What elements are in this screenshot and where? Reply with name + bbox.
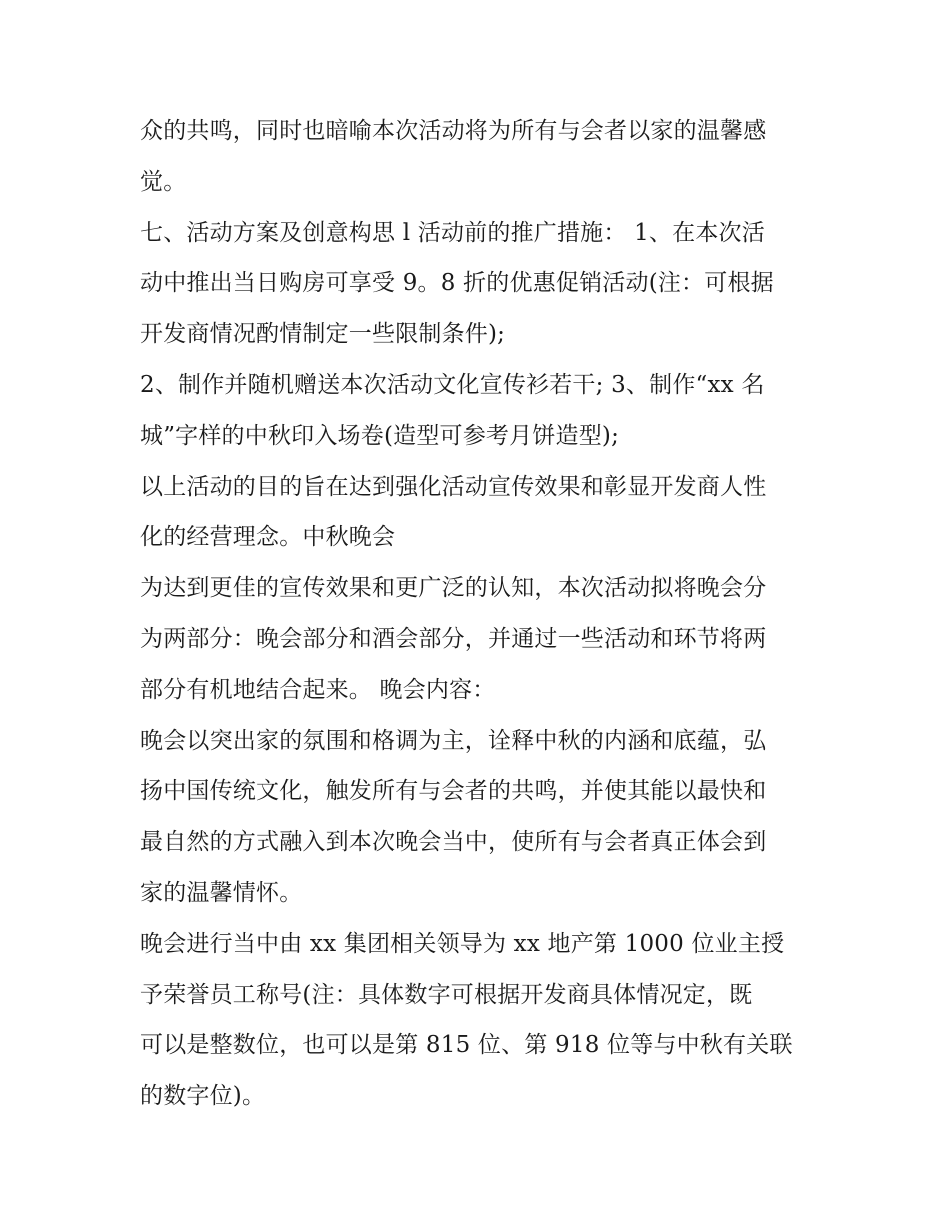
text-line: 的数字位)。	[140, 1083, 266, 1110]
text-line: 2、制作并随机赠送本次活动文化宣传衫若干; 3、制作“xx 名	[140, 371, 765, 398]
text-line: 动中推出当日购房可享受 9。8 折的优惠促销活动(注：可根据	[140, 270, 774, 297]
text-line: 众的共鸣，同时也暗喻本次活动将为所有与会者以家的温馨感	[140, 118, 767, 144]
text-line: 部分有机地结合起来。 晚会内容：	[140, 676, 496, 703]
text-line: 予荣誉员工称号(注：具体数字可根据开发商具体情况定，既	[140, 981, 753, 1008]
text-line: 扬中国传统文化，触发所有与会者的共鸣，并使其能以最快和	[140, 778, 767, 805]
text-line: 家的温馨情怀。	[140, 879, 303, 906]
text-line: 开发商情况酌情制定一些限制条件);	[140, 321, 506, 348]
text-line: 最自然的方式融入到本次晚会当中，使所有与会者真正体会到	[140, 829, 767, 856]
text-line: 七、活动方案及创意构思 l 活动前的推广措施： 1、在本次活	[140, 219, 765, 246]
text-line: 晚会进行当中由 xx 集团相关领导为 xx 地产第 1000 位业主授	[140, 930, 785, 957]
document-body	[140, 106, 820, 1122]
text-line: 化的经营理念。中秋晚会	[140, 524, 396, 551]
text-line: 为达到更佳的宣传效果和更广泛的认知，本次活动拟将晚会分	[140, 575, 767, 602]
text-line: 以上活动的目的旨在达到强化活动宣传效果和彰显开发商人性	[140, 473, 767, 500]
text-line: 城”字样的中秋印入场卷(造型可参考月饼造型);	[140, 422, 620, 449]
text-line: 晚会以突出家的氛围和格调为主，诠释中秋的内涵和底蕴，弘	[140, 727, 767, 754]
text-line: 觉。	[140, 168, 187, 195]
text-line: 可以是整数位，也可以是第 815 位、第 918 位等与中秋有关联	[140, 1032, 793, 1059]
text-line: 为两部分：晚会部分和酒会部分，并通过一些活动和环节将两	[140, 625, 767, 652]
